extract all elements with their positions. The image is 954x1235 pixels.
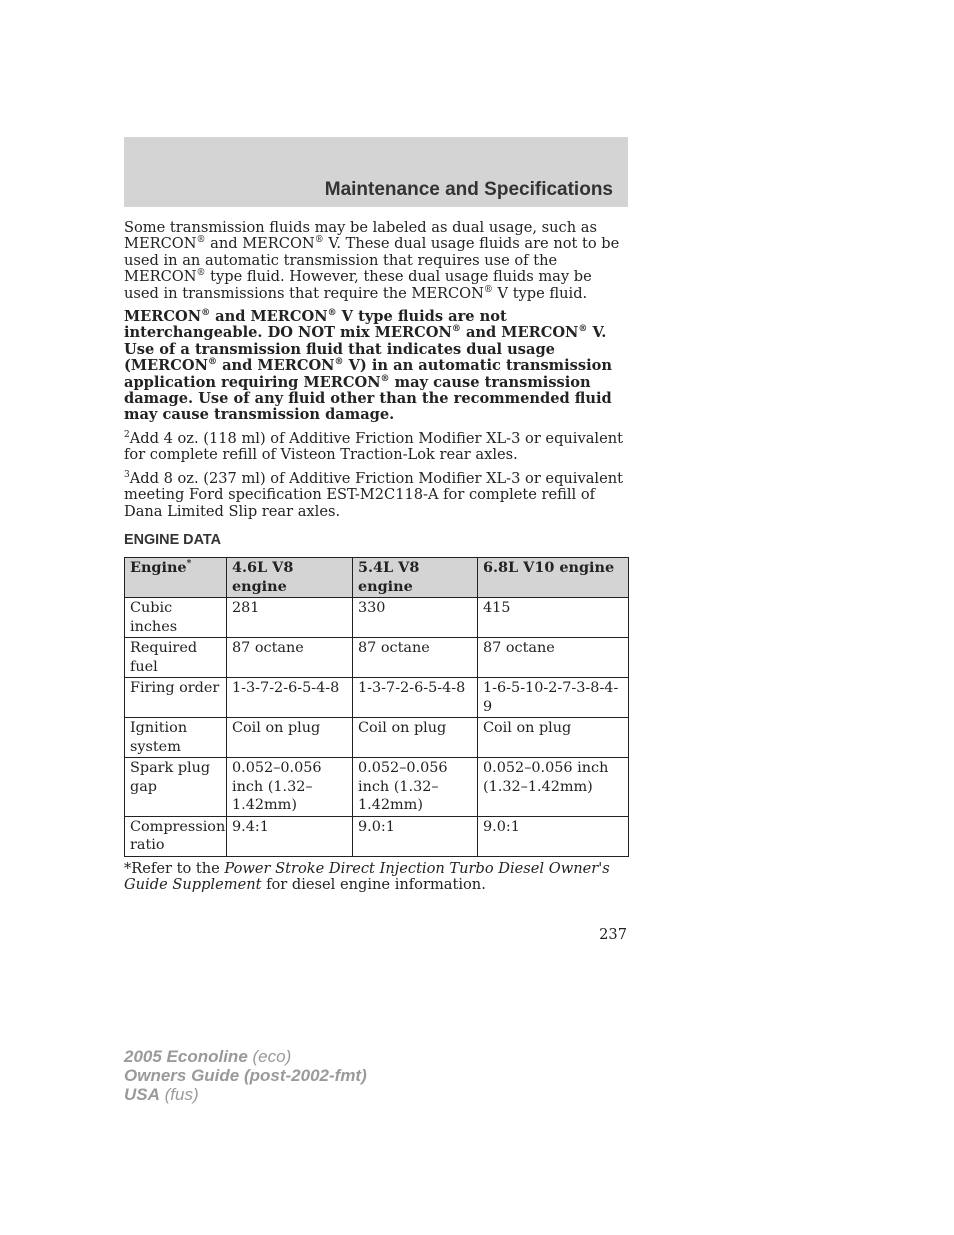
- table-cell: Coil on plug: [227, 718, 353, 758]
- imprint-line-3: USA (fus): [124, 1085, 199, 1104]
- supplement-title: Power Stroke Direct Injection Turbo Diesel Owner's Guide Supplement: [124, 859, 610, 894]
- footnote-3: $^3$Add 8 oz. (237 ml) of Additive Friction Modifier XL-3 or equivalent meeting Ford specification EST-M2C118-A for complete refill of Dana Limited Slip rear axles.: [124, 469, 623, 520]
- main-content: [124, 220, 628, 894]
- table-row: [125, 758, 629, 817]
- table-header-row: [125, 558, 629, 598]
- table-cell: 9.0:1: [478, 816, 629, 856]
- imprint-line-2: Owners Guide (post-2002-fmt): [124, 1066, 367, 1085]
- table-row: [125, 816, 629, 856]
- table-cell: 1-6-5-10-2-7-3-8-4-9: [478, 678, 629, 718]
- diesel-footnote: *Refer to the Power Stroke Direct Injection Turbo Diesel Owner's Guide Supplement for diesel engine information.: [124, 859, 610, 894]
- table-cell: 0.052–0.056 inch (1.32–1.42mm): [353, 758, 478, 817]
- table-cell: 87 octane: [478, 638, 629, 678]
- imprint-line-1: 2005 Econoline (eco): [124, 1047, 292, 1066]
- section-header-band: [124, 137, 628, 207]
- header-col-2: 5.4L V8 engine: [353, 558, 478, 598]
- table-cell: 9.4:1: [227, 816, 353, 856]
- header-engine: Engine*: [125, 558, 227, 598]
- table-cell: Required fuel: [125, 638, 227, 678]
- table-row: [125, 598, 629, 638]
- table-row: [125, 718, 629, 758]
- table-cell: Spark plug gap: [125, 758, 227, 817]
- table-cell: 1-3-7-2-6-5-4-8: [227, 678, 353, 718]
- dual-usage-paragraph: Some transmission fluids may be labeled as dual usage, such as MERCON® and MERCON® V. These dual usage fluids are not to be used in an automatic transmission that requires use of the MERCON® type fluid. However, these dual usage fluids may be used in transmissions that require the MERCON® V type fluid.: [124, 219, 620, 302]
- table-cell: 281: [227, 598, 353, 638]
- table-cell: 87 octane: [353, 638, 478, 678]
- table-cell: Ignition system: [125, 718, 227, 758]
- table-cell: 415: [478, 598, 629, 638]
- table-cell: 330: [353, 598, 478, 638]
- engine-data-table: [124, 557, 629, 857]
- header-col-3: 6.8L V10 engine: [478, 558, 629, 598]
- table-cell: 0.052–0.056 inch (1.32–1.42mm): [227, 758, 353, 817]
- page-number: 237: [599, 926, 627, 943]
- document-imprint: [124, 1047, 367, 1104]
- table-row: [125, 678, 629, 718]
- table-cell: Cubic inches: [125, 598, 227, 638]
- table-cell: Coil on plug: [353, 718, 478, 758]
- table-cell: 9.0:1: [353, 816, 478, 856]
- page-title: Maintenance and Specifications: [324, 179, 613, 200]
- header-col-1: 4.6L V8 engine: [227, 558, 353, 598]
- section-heading: ENGINE DATA: [124, 531, 222, 548]
- table-cell: 1-3-7-2-6-5-4-8: [353, 678, 478, 718]
- table-cell: Compression ratio: [125, 816, 227, 856]
- table-cell: 0.052–0.056 inch (1.32–1.42mm): [478, 758, 629, 817]
- table-cell: 87 octane: [227, 638, 353, 678]
- table-row: [125, 638, 629, 678]
- table-cell: Firing order: [125, 678, 227, 718]
- warning-paragraph: MERCON® and MERCON® V type fluids are not interchangeable. DO NOT mix MERCON® and MERCON® V. Use of a transmission fluid that indicates dual usage (MERCON® and MERCON® V) in an automatic transmission application requiring MERCON® may cause transmission damage. Use of any fluid other than the recommended fluid may cause transmission damage.: [124, 308, 612, 424]
- table-cell: Coil on plug: [478, 718, 629, 758]
- footnote-2: $^2$Add 4 oz. (118 ml) of Additive Friction Modifier XL-3 or equivalent for complete refill of Visteon Traction-Lok rear axles.: [124, 429, 623, 464]
